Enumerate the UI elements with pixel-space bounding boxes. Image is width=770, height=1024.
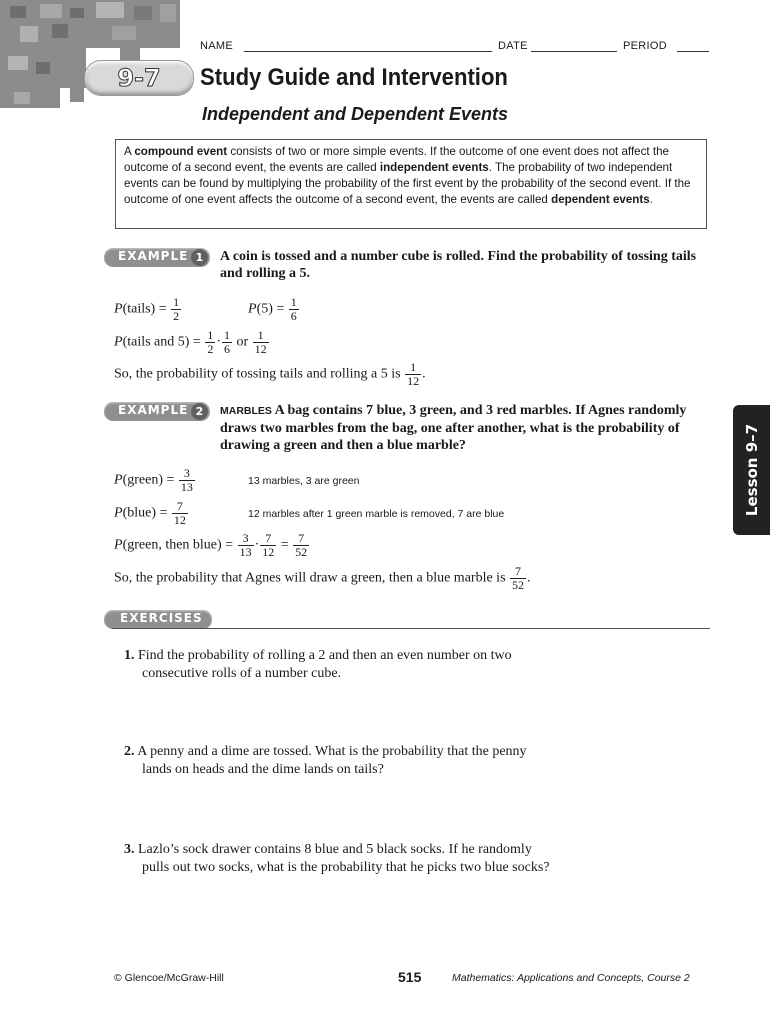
marbles-tag: MARBLES xyxy=(220,405,272,417)
example-1-badge: EXAMPLE 1 xyxy=(104,248,210,267)
exercises-rule xyxy=(112,628,710,629)
term-compound-event: compound event xyxy=(134,145,228,158)
exercises-badge: EXERCISES xyxy=(104,610,212,629)
ex2-green-note: 13 marbles, 3 are green xyxy=(248,475,360,487)
date-field[interactable] xyxy=(531,51,617,52)
period-field[interactable] xyxy=(677,51,709,52)
exercise-2: 2. A penny and a dime are tossed. What is the probability that the penny lands on heads and the dime lands on tails? xyxy=(124,744,527,777)
name-field[interactable] xyxy=(244,51,492,52)
name-label: NAME xyxy=(200,40,233,52)
page-title: Study Guide and Intervention xyxy=(200,64,508,91)
lesson-side-tab: Lesson 9–7 xyxy=(733,405,770,535)
example-1-problem: A coin is tossed and a number cube is rolled. Find the probability of tossing tails and rolling a 5. xyxy=(220,249,697,281)
exercise-1: 1. Find the probability of rolling a 2 and then an even number on two consecutive rolls of a number cube. xyxy=(124,648,512,681)
ex1-p-tails-and-five: P(tails and 5) = $\frac{1}{2}$ · $\frac{1}{6}$ or $\frac{1}{12}$ xyxy=(114,328,267,356)
ex1-p-five: P(5) = $\frac{1}{6}$ xyxy=(248,295,297,323)
example-2-problem: MARBLES A bag contains 7 blue, 3 green, and 3 red marbles. If Agnes randomly draws two marbles from the bag, one after another, what is the probability of drawing a green and then a blue marble? xyxy=(220,403,687,453)
date-label: DATE xyxy=(498,40,528,52)
exercise-2-answer-space[interactable] xyxy=(124,786,704,836)
term-dependent-events: dependent events xyxy=(551,193,650,206)
ex2-p-green: P(green) = $\frac{3}{13}$ xyxy=(114,466,193,494)
ex2-blue-note: 12 marbles after 1 green marble is removed, 7 are blue xyxy=(248,508,505,520)
ex2-p-green-then-blue: P(green, then blue) = $\frac{3}{13}$ · $\frac{7}{12}$ = $\frac{7}{52}$ xyxy=(114,531,308,559)
ex1-p-tails: P(tails) = $\frac{1}{2}$ xyxy=(114,295,180,323)
lesson-number-badge: 9-7 xyxy=(84,60,194,96)
page-subtitle: Independent and Dependent Events xyxy=(202,104,509,124)
page-number: 515 xyxy=(398,969,422,985)
copyright: © Glencoe/McGraw-Hill xyxy=(114,972,224,984)
period-label: PERIOD xyxy=(623,40,667,52)
ex1-conclusion: So, the probability of tossing tails and rolling a 5 is $\frac{1}{12}$ . xyxy=(114,360,426,388)
ex2-p-blue: P(blue) = $\frac{7}{12}$ xyxy=(114,499,186,527)
term-independent-events: independent events xyxy=(379,161,489,174)
exercise-1-answer-space[interactable] xyxy=(124,690,704,740)
definition-box: A compound event consists of two or more simple events. If the outcome of one event does not affect the outcome of a second event, the events are called independent events. The probability of two independent events can be found by multiplying the probability of the first event by the probability of the second event. If the outcome of one event affects the outcome of a second event, the events are called dependent events. xyxy=(115,139,707,229)
ex2-conclusion: So, the probability that Agnes will draw a green, then a blue marble is $\frac{7}{52}$ . xyxy=(114,564,531,592)
exercise-3-answer-space[interactable] xyxy=(124,884,704,954)
book-title: Mathematics: Applications and Concepts, Course 2 xyxy=(452,972,690,984)
exercise-3: 3. Lazlo’s sock drawer contains 8 blue and 5 black socks. If he randomly pulls out two socks, what is the probability that he picks two blue socks? xyxy=(124,842,550,875)
example-2-badge: EXAMPLE 2 xyxy=(104,402,210,421)
